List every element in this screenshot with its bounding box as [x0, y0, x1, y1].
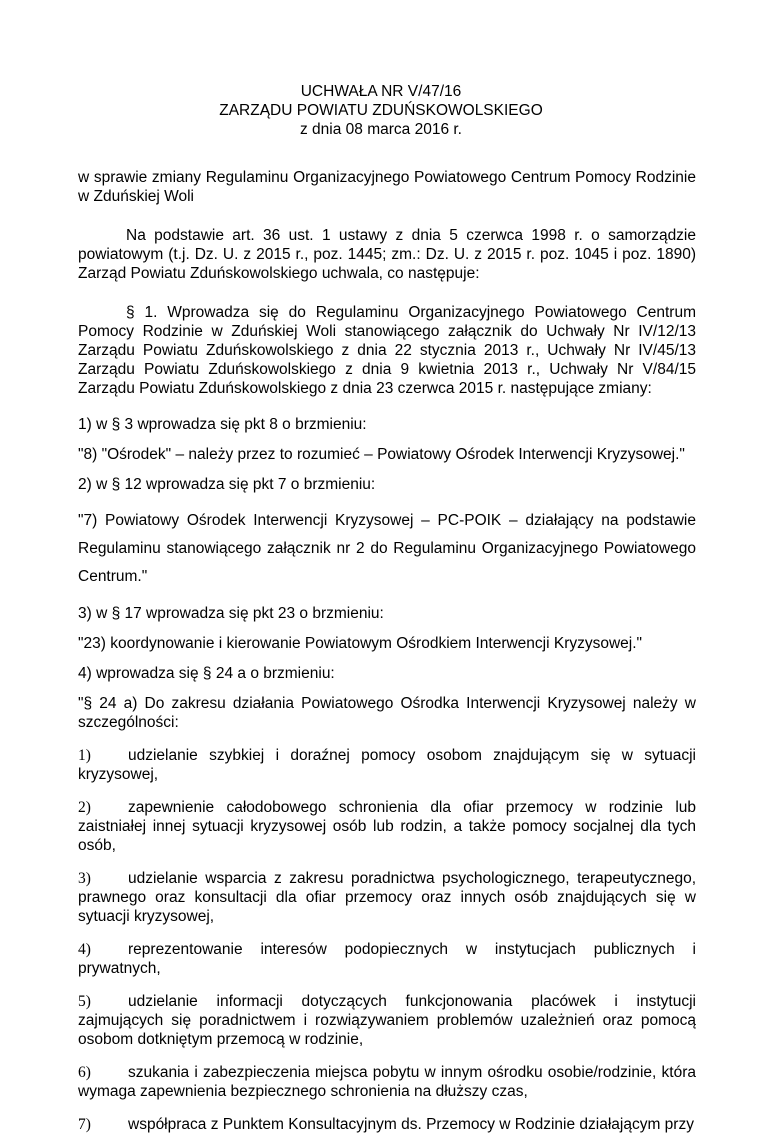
document-header: [66, 82, 696, 139]
amendment-1-text: "8) "Ośrodek" – należy przez to rozumieć – Powiatowy Ośrodek Interwencji Kryzysowej.": [78, 446, 685, 463]
amendment-1-heading: 1) w § 3 wprowadza się pkt 8 o brzmieniu:: [78, 416, 367, 433]
list-item: [78, 1115, 696, 1134]
list-item-text: reprezentowanie interesów podopiecznych w instytucjach publicznych i prywatnych,: [78, 941, 696, 977]
list-item-text: szukania i zabezpieczenia miejsca pobytu w innym ośrodku osobie/rodzinie, która wymaga zapewnienia bezpiecznego schronienia na dłuższy czas,: [78, 1064, 696, 1100]
amendment-3-heading: 3) w § 17 wprowadza się pkt 23 o brzmieniu:: [78, 605, 384, 622]
issuing-body: ZARZĄDU POWIATU ZDUŃSKOWOLSKIEGO: [219, 102, 543, 119]
list-item: [78, 798, 696, 855]
list-item: [78, 992, 696, 1049]
list-item-text: udzielanie informacji dotyczących funkcjonowania placówek i instytucji zajmujących się poradnictwem i rozwiązywaniem problemów uzależnień oraz pomocą osobom dotkniętym przemocą w rodzinie,: [78, 993, 696, 1048]
list-item: [78, 940, 696, 978]
list-item-number: 5): [78, 993, 91, 1010]
list-item-number: 2): [78, 799, 91, 816]
amendment-4-heading: 4) wprowadza się § 24 a o brzmieniu:: [78, 665, 335, 682]
resolution-number: UCHWAŁA NR V/47/16: [300, 83, 462, 100]
resolution-subject: w sprawie zmiany Regulaminu Organizacyjnego Powiatowego Centrum Pomocy Rodzinie w Zduńskiej Woli: [78, 169, 696, 205]
section-1-paragraph: § 1. Wprowadza się do Regulaminu Organizacyjnego Powiatowego Centrum Pomocy Rodzinie w Zduńskiej Woli stanowiącego załącznik do Uchwały Nr IV/12/13 Zarządu Powiatu Zduńskowolskiego z dnia 22 stycznia 2013 r., Uchwały Nr IV/45/13 Zarządu Powiatu Zduńskowolskiego z dnia 9 kwietnia 2013 r., Uchwały Nr V/84/15 Zarządu Powiatu Zduńskowolskiego z dnia 23 czerwca 2015 r. następujące zmiany:: [78, 304, 696, 397]
amendment-4-text: "§ 24 a) Do zakresu działania Powiatowego Ośrodka Interwencji Kryzysowej należy w szczególności:: [78, 695, 696, 731]
list-item: [78, 746, 696, 784]
list-item-number: 3): [78, 870, 91, 887]
list-item-number: 6): [78, 1064, 91, 1081]
legal-basis-paragraph: Na podstawie art. 36 ust. 1 ustawy z dnia 5 czerwca 1998 r. o samorządzie powiatowym (t.j. Dz. U. z 2015 r., poz. 1445; zm.: Dz. U. z 2015 r. poz. 1045 i poz. 1890) Zarząd Powiatu Zduńskowolskiego uchwala, co następuje:: [78, 227, 696, 282]
amendment-3-text: "23) koordynowanie i kierowanie Powiatowym Ośrodkiem Interwencji Kryzysowej.": [78, 635, 643, 652]
list-item-text: zapewnienie całodobowego schronienia dla ofiar przemocy w rodzinie lub zaistniałej innej sytuacji kryzysowej osób lub rodzin, a także pomocy socjalnej dla tych osób,: [78, 799, 696, 854]
list-item: [78, 1063, 696, 1101]
list-item-text: udzielanie wsparcia z zakresu poradnictwa psychologicznego, terapeutycznego, prawnego oraz konsultacji dla ofiar przemocy oraz innych osób znajdujących się w sytuacji kryzysowej,: [78, 870, 696, 925]
resolution-date: z dnia 08 marca 2016 r.: [300, 121, 462, 138]
list-item-text: udzielanie szybkiej i doraźnej pomocy osobom znajdującym się w sytuacji kryzysowej,: [78, 747, 696, 783]
amendment-2-heading: 2) w § 12 wprowadza się pkt 7 o brzmieniu:: [78, 476, 376, 493]
list-item-number: 4): [78, 941, 91, 958]
list-item: [78, 869, 696, 926]
amendment-2-text: "7) Powiatowy Ośrodek Interwencji Kryzysowej – PC-POIK – działający na podstawie Regulaminu stanowiącego załącznik nr 2 do Regulaminu Organizacyjnego Powiatowego Centrum.": [78, 512, 696, 585]
list-item-number: 7): [78, 1116, 91, 1133]
list-item-text: współpraca z Punktem Konsultacyjnym ds. Przemocy w Rodzinie działającym przy: [128, 1116, 694, 1133]
list-item-number: 1): [78, 747, 91, 764]
